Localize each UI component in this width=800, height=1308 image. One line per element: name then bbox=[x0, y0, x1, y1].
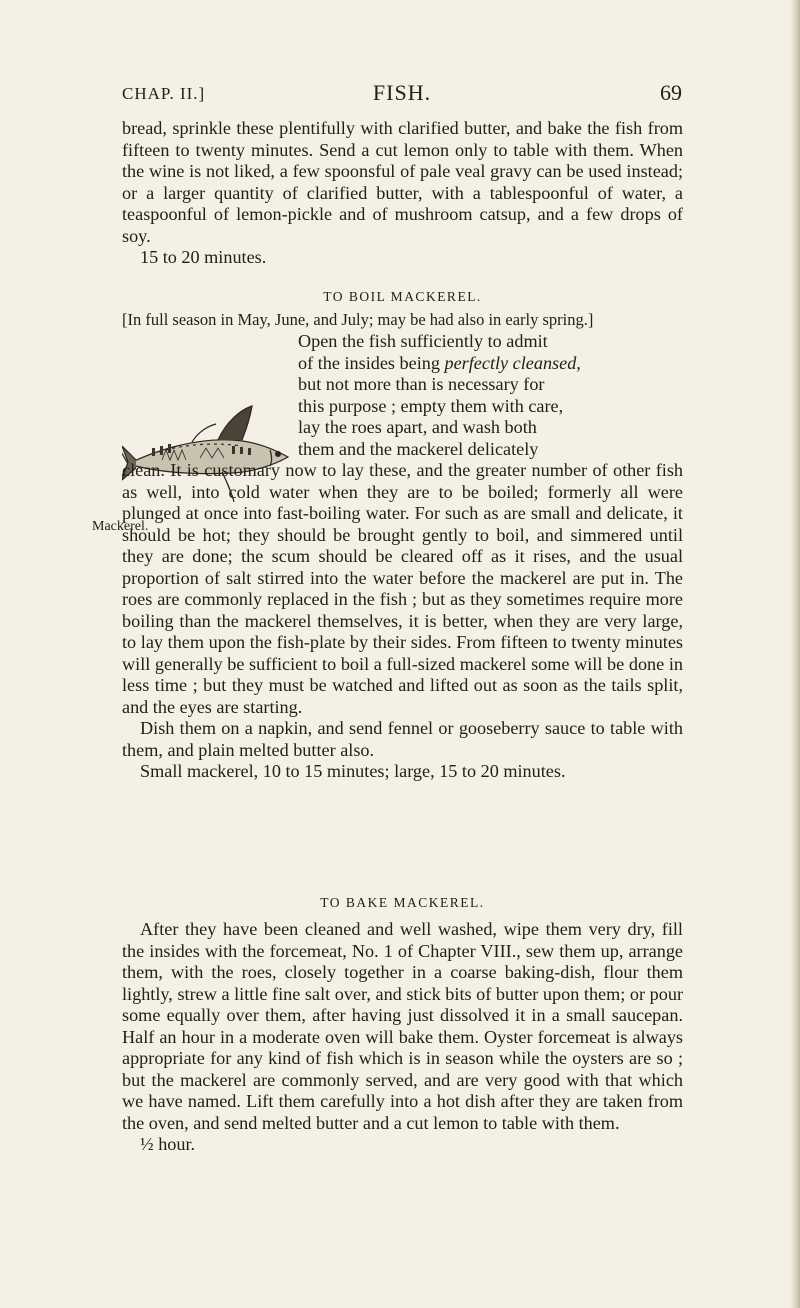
intro-block bbox=[122, 118, 683, 269]
wrap-line-emphasis: of the insides being perfectly cleansed, bbox=[298, 352, 581, 373]
chapter-label: CHAP. II.] bbox=[122, 84, 206, 103]
page-edge bbox=[790, 0, 800, 1308]
wrap-line: this purpose ; empty them with care, bbox=[298, 395, 564, 416]
season-note: [In full season in May, June, and July; may be had also in early spring.] bbox=[122, 310, 594, 329]
boil-mackerel-heading: TO BOIL MACKEREL. bbox=[323, 289, 482, 304]
boil-dish: Dish them on a napkin, and send fennel or gooseberry sauce to table with them, and plain melted butter also. bbox=[122, 718, 683, 760]
wrap-line: Open the fish sufficiently to admit bbox=[298, 331, 548, 351]
boil-body-block bbox=[122, 460, 683, 783]
bake-mackerel-heading: TO BAKE MACKEREL. bbox=[320, 895, 485, 910]
bake-time: ½ hour. bbox=[140, 1134, 196, 1154]
page-number: 69 bbox=[660, 80, 682, 105]
boil-time: Small mackerel, 10 to 15 minutes; large, 15 to 20 minutes. bbox=[140, 761, 566, 781]
bake-body-block bbox=[122, 919, 683, 1156]
boil-body: clean. It is customary now to lay these, and the greater number of other fish as well, into cold water when they are to be boiled; formerly all were plunged at once into fast-boiling water. For such as are small and delicate, it should be hot; they should be brought gently to boil, and simmered until they are done; the scum should be cleared off as it rises, and the usual proportion of salt stirred into the water before the mackerel are put in. The roes are commonly replaced in the fish ; but as they sometimes require more boiling than the mackerel themselves, it is better, when they are very large, to lay them upon the fish-plate by their sides. From fifteen to twenty minutes will generally be sufficient to boil a full-sized mackerel some will be done in less time ; but they must be watched and lifted out as soon as the tails split, and the eyes are starting. bbox=[122, 460, 683, 717]
wrap-line: but not more than is necessary for bbox=[298, 374, 545, 394]
wrap-line: lay the roes apart, and wash both bbox=[298, 417, 537, 437]
figure-caption: Mackerel. bbox=[92, 519, 149, 534]
bake-body: After they have been cleaned and well washed, wipe them very dry, fill the insides with the forcemeat, No. 1 of Chapter VIII., sew them up, arrange them, with the roes, closely together in a coarse baking-dish, flour them lightly, strew a little fine salt over, and stick bits of butter upon them; or pour some equally over them, after having just dissolved it in a small saucepan. Half an hour in a moderate oven will bake them. Oyster forcemeat is always appropriate for any kind of fish which is in season while the oysters are so ; but the mackerel are commonly served, and are very good with that which we have named. Lift them carefully into a hot dish after they are taken from the oven, and send melted butter and a cut lemon to table with them. bbox=[122, 919, 683, 1133]
boil-wrapped-lines bbox=[298, 331, 683, 460]
intro-time: 15 to 20 minutes. bbox=[140, 247, 267, 267]
page-title: FISH. bbox=[372, 80, 432, 105]
wrap-line: them and the mackerel delicately bbox=[298, 438, 539, 459]
intro-paragraph: bread, sprinkle these plentifully with clarified butter, and bake the fish from fifteen to twenty minutes. Send a cut lemon only to table with them. When the wine is not liked, a few spoonsful of pale veal gravy can be used instead; or a larger quantity of clarified butter, with a tablespoonful of water, a teaspoonful of lemon-pickle and of mushroom catsup, and a few drops of soy. bbox=[122, 118, 683, 246]
running-header bbox=[122, 80, 682, 110]
